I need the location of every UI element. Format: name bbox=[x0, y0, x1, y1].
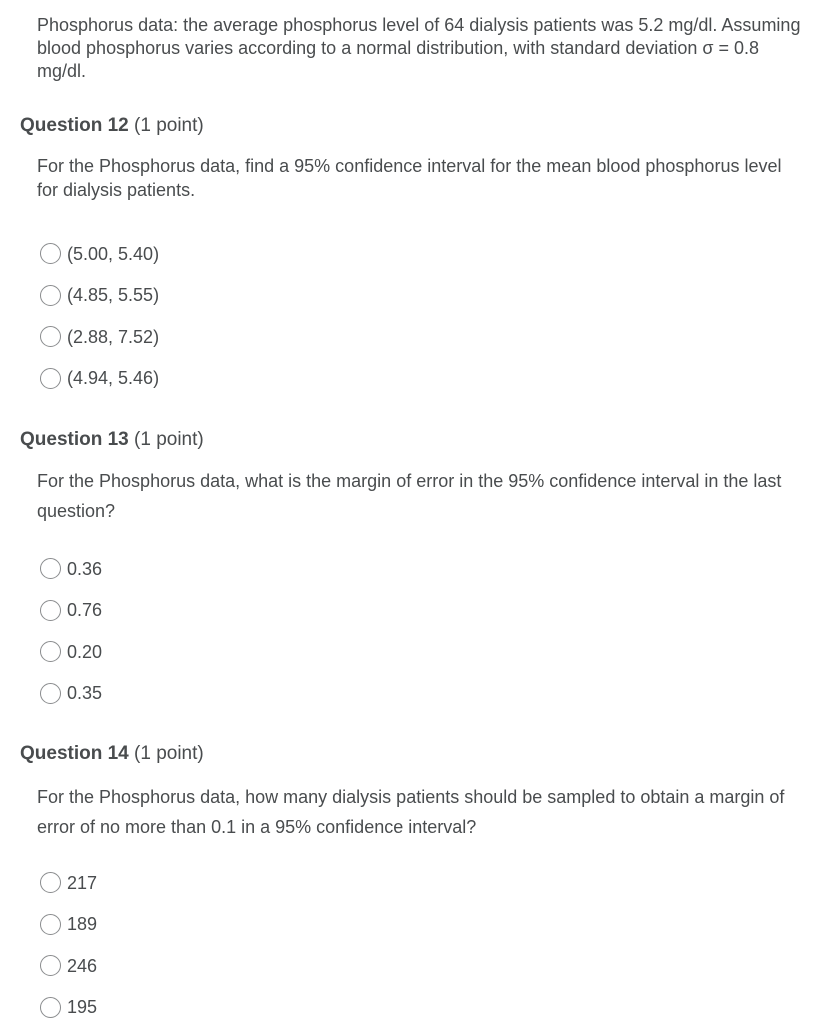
answer-option[interactable] bbox=[40, 904, 97, 946]
answer-option-label: 0.20 bbox=[67, 641, 102, 663]
answer-option[interactable] bbox=[40, 987, 97, 1028]
radio-button-icon[interactable] bbox=[40, 326, 61, 347]
phosphorus-data-intro: Phosphorus data: the average phosphorus level of 64 dialysis patients was 5.2 mg/dl. Assuming blood phosphorus varies according to a normal distribution, with standard deviation σ = 0.8 mg/dl. bbox=[37, 14, 807, 83]
answer-option-label: (5.00, 5.40) bbox=[67, 243, 159, 265]
question-title: Question 12 bbox=[20, 115, 129, 136]
answer-option[interactable] bbox=[40, 316, 159, 358]
answer-option[interactable] bbox=[40, 358, 159, 400]
answer-option-label: 0.35 bbox=[67, 682, 102, 704]
radio-button-icon[interactable] bbox=[40, 955, 61, 976]
radio-button-icon[interactable] bbox=[40, 683, 61, 704]
question-text: For the Phosphorus data, what is the margin of error in the 95% confidence interval in the last question? bbox=[37, 466, 807, 526]
answer-option[interactable] bbox=[40, 590, 102, 632]
answer-option-label: 217 bbox=[67, 872, 97, 894]
question-title: Question 13 bbox=[20, 429, 129, 450]
answer-option-label: 189 bbox=[67, 913, 97, 935]
question-text: For the Phosphorus data, find a 95% confidence interval for the mean blood phosphorus level for dialysis patients. bbox=[37, 154, 807, 202]
question-header bbox=[20, 742, 204, 766]
radio-button-icon[interactable] bbox=[40, 368, 61, 389]
answer-option[interactable] bbox=[40, 275, 159, 317]
answer-option[interactable] bbox=[40, 233, 159, 275]
answer-option-label: 0.36 bbox=[67, 558, 102, 580]
answer-options bbox=[40, 548, 102, 714]
question-title: Question 14 bbox=[20, 743, 129, 764]
radio-button-icon[interactable] bbox=[40, 914, 61, 935]
answer-option[interactable] bbox=[40, 862, 97, 904]
question-points: (1 point) bbox=[134, 115, 204, 136]
answer-option-label: (2.88, 7.52) bbox=[67, 326, 159, 348]
answer-option-label: 246 bbox=[67, 955, 97, 977]
question-points: (1 point) bbox=[134, 429, 204, 450]
answer-option[interactable] bbox=[40, 631, 102, 673]
radio-button-icon[interactable] bbox=[40, 285, 61, 306]
question-header bbox=[20, 428, 204, 452]
radio-button-icon[interactable] bbox=[40, 641, 61, 662]
answer-option-label: 0.76 bbox=[67, 599, 102, 621]
question-header bbox=[20, 114, 204, 138]
question-text: For the Phosphorus data, how many dialysis patients should be sampled to obtain a margin of error of no more than 0.1 in a 95% confidence interval? bbox=[37, 782, 807, 842]
radio-button-icon[interactable] bbox=[40, 872, 61, 893]
question-points: (1 point) bbox=[134, 743, 204, 764]
radio-button-icon[interactable] bbox=[40, 243, 61, 264]
radio-button-icon[interactable] bbox=[40, 600, 61, 621]
answer-options bbox=[40, 233, 159, 399]
answer-option-label: (4.94, 5.46) bbox=[67, 367, 159, 389]
answer-option[interactable] bbox=[40, 945, 97, 987]
answer-option-label: 195 bbox=[67, 996, 97, 1018]
answer-options bbox=[40, 862, 97, 1028]
answer-option[interactable] bbox=[40, 673, 102, 715]
radio-button-icon[interactable] bbox=[40, 997, 61, 1018]
answer-option-label: (4.85, 5.55) bbox=[67, 284, 159, 306]
answer-option[interactable] bbox=[40, 548, 102, 590]
radio-button-icon[interactable] bbox=[40, 558, 61, 579]
